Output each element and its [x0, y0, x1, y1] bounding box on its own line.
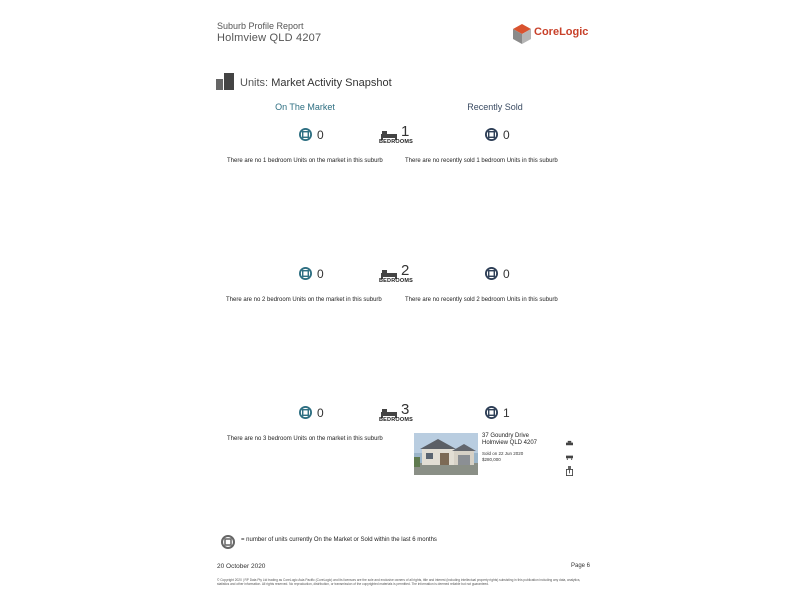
copyright-notice: © Copyright 2020 | RP Data Pty Ltd trading as CoreLogic Asia Pacific (CoreLogic) and its licensors are the sole and exclusive owners of all rights, title and interest (including intellectual property rights) subsisting in this publication including any data, analytics, statistics and other information. All rights reserved. No reproduction, distribution, or transmission of the copyrighted materials is permitted. The information is deemed reliable but not guaranteed.: [217, 578, 581, 586]
section-title: [240, 77, 392, 89]
on-market-heading: On The Market: [275, 102, 335, 112]
logo-core: Core: [534, 26, 560, 38]
sold-count: 0: [503, 267, 510, 281]
corelogic-wordmark: [534, 26, 588, 38]
bedroom-label: BEDROOMS: [379, 139, 413, 145]
listing-street: 37 Goundry Drive: [482, 433, 530, 439]
on-market-count: 0: [317, 406, 324, 420]
listing-suburb: Holmview QLD 4207: [482, 440, 538, 446]
sold-count-icon: [485, 128, 498, 146]
report-date: 20 October 2020: [217, 563, 266, 570]
listing-price: $280,000: [482, 457, 501, 462]
listing-sold-date: Sold on 22 Jun 2020: [482, 451, 524, 456]
on-market-count: 0: [317, 267, 324, 281]
on-market-message: There are no 3 bedroom Units on the market in this suburb: [227, 436, 383, 442]
on-market-count: 0: [317, 128, 324, 142]
on-market-count-icon: [299, 267, 312, 285]
section-prefix: Units:: [240, 77, 269, 89]
bedroom-label: BEDROOMS: [379, 417, 413, 423]
floorplan-icon: [566, 463, 573, 481]
legend-text: = number of units currently On the Market or Sold within the last 6 months: [241, 537, 437, 543]
section-heading: Market Activity Snapshot: [271, 77, 392, 89]
bedroom-count: 3: [401, 401, 410, 418]
listing-address[interactable]: [482, 433, 537, 447]
bedroom-label: BEDROOMS: [379, 278, 413, 284]
on-market-message: There are no 1 bedroom Units on the market in this suburb: [227, 158, 383, 164]
logo-logic: Logic: [559, 26, 589, 38]
recently-sold-heading: Recently Sold: [467, 102, 523, 112]
corelogic-cube-icon: [512, 23, 532, 45]
sold-message: There are no recently sold 2 bedroom Units in this suburb: [405, 297, 558, 303]
section-building-icon: [216, 73, 234, 90]
sold-count: 1: [503, 406, 510, 420]
sold-count-icon: [485, 406, 498, 424]
on-market-message: There are no 2 bedroom Units on the market in this suburb: [226, 297, 382, 303]
on-market-count-icon: [299, 128, 312, 146]
listing-sale-info: [482, 451, 523, 463]
suburb-name: Holmview QLD 4207: [217, 32, 322, 44]
sold-count: 0: [503, 128, 510, 142]
legend-count-icon: [221, 535, 235, 554]
sold-message: There are no recently sold 1 bedroom Units in this suburb: [405, 158, 558, 164]
corelogic-logo: [512, 23, 602, 45]
on-market-count-icon: [299, 406, 312, 424]
page-number: Page 6: [571, 563, 591, 569]
sold-count-icon: [485, 267, 498, 285]
bedroom-count: 2: [401, 262, 410, 279]
report-title: Suburb Profile Report: [217, 21, 304, 31]
bedroom-count: 1: [401, 123, 410, 140]
property-photo[interactable]: [414, 433, 478, 475]
